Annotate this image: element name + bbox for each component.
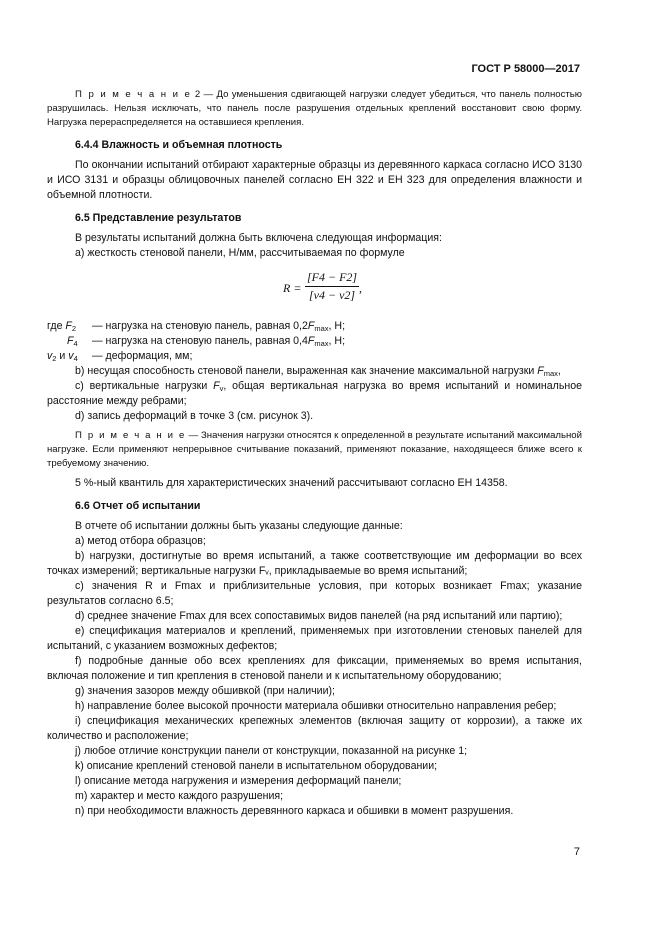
- section-heading-6-4-4: 6.4.4 Влажность и объемная плотность: [75, 139, 283, 151]
- formula-denominator: [v4 − v2]: [309, 288, 356, 302]
- legend-v: $v_2$ и $v_4$ — деформация, мм;: [47, 350, 193, 363]
- list-item: m) характер и место каждого разрушения;: [75, 790, 284, 802]
- note-2: [47, 88, 582, 130]
- list-item: h) направление более высокой прочности материала обшивки относительно направления ребер;: [75, 700, 557, 712]
- legend-f2: где $F_2$ — нагрузка на стеновую панель, равная $0,2F_{max}$, Н;: [47, 320, 346, 333]
- report-items-list: [47, 534, 582, 819]
- list-item: а) метод отбора образцов;: [75, 535, 206, 547]
- formula-tail: ,: [359, 281, 362, 295]
- list-item: j) любое отличие конструкции панели от конструкции, показанной на рисунке 1;: [75, 745, 468, 757]
- list-item: е) спецификация материалов и креплений, применяемых при изготовлении стеновых панелей для испытаний, с указанием возможных дефектов;: [47, 625, 582, 652]
- list-item: n) при необходимости влажность деревянного каркаса и обшивки в момент разрушения.: [75, 805, 514, 817]
- paragraph-quantile: 5 %-ный квантиль для характеристических значений рассчитывают согласно ЕН 14358.: [75, 477, 508, 489]
- paragraph: По окончании испытаний отбирают характерные образцы из деревянного каркаса согласно ИСО 3130 и ИСО 3131 и образцы облицовочных панелей согласно ЕН 322 и ЕН 323 для определения влажности и объемной плотности.: [47, 159, 582, 201]
- paragraph: В отчете об испытании должны быть указаны следующие данные:: [75, 520, 403, 532]
- formula-fraction: [305, 270, 359, 303]
- note-values: П р и м е ч а н и е — Значения нагрузки относятся к определенной в результате испытаний максимальной нагрузке. Если применяют непрерывное считывание показаний, применяют показание, находящееся ближе всего к требуемому значению.: [47, 430, 582, 469]
- formula-lhs: R =: [283, 281, 302, 295]
- list-item-c: с) вертикальные нагрузки $F_v$, общая вертикальная нагрузка во время испытаний и номинальное расстояние между ребрами;: [47, 380, 583, 407]
- page-content: [47, 88, 582, 819]
- list-item: k) описание креплений стеновой панели в испытательном оборудовании;: [75, 760, 438, 772]
- formula-numerator: [F4 − F2]: [307, 270, 358, 284]
- list-item: f) подробные данные обо всех креплениях для фиксации, применяемых во время испытания, включая положение и тип крепления в стеновой панели и к испытательному оборудованию;: [47, 655, 582, 682]
- list-item-b: b) несущая способность стеновой панели, выраженная как значение максимальной нагрузки $F_{max}$,: [75, 365, 561, 378]
- legend-f4: $F_4$ — нагрузка на стеновую панель, равная $0,4F_{max}$, Н;: [67, 335, 346, 348]
- note-label: П р и м е ч а н и е: [75, 89, 192, 100]
- standard-header: ГОСТ Р 58000—2017: [471, 63, 580, 75]
- section-heading-6-6: 6.6 Отчет об испытании: [75, 500, 201, 512]
- list-item: g) значения зазоров между обшивкой (при наличии);: [75, 685, 335, 697]
- list-item: i) спецификация механических крепежных элементов (включая защиту от коррозии), а также их количество и расположение;: [47, 715, 582, 742]
- list-item: с) значения R и Fmax и приблизительные условия, при которых возникает Fmax; указание результатов согласно 6.5;: [47, 580, 582, 607]
- list-item: b) нагрузки, достигнутые во время испытаний, а также соответствующие им деформации во всех точках измерений; вертикальные нагрузки Fᵥ, прикладываемые во время испытаний;: [47, 550, 582, 577]
- section-heading-6-5: 6.5 Представление результатов: [75, 212, 242, 224]
- list-item: d) среднее значение Fmax для всех сопоставимых видов панелей (на ряд испытаний или партию);: [75, 610, 563, 622]
- note-text: 2 — До уменьшения сдвигающей нагрузки следует убедиться, что панель полностью разрушилась. Нельзя исключать, что панель после разрушения отдельных креплений восстановит свою форму. Нагрузка перераспределяется на оставшиеся крепления.: [47, 89, 582, 128]
- list-item-d: d) запись деформаций в точке 3 (см. рисунок 3).: [75, 410, 314, 422]
- page-number: 7: [573, 846, 580, 858]
- stiffness-formula: [47, 261, 582, 319]
- list-item-a: а) жесткость стеновой панели, Н/мм, рассчитываемая по формуле: [75, 247, 405, 259]
- paragraph: В результаты испытаний должна быть включена следующая информация:: [75, 232, 442, 244]
- list-item: l) описание метода нагружения и измерения деформаций панели;: [75, 775, 402, 787]
